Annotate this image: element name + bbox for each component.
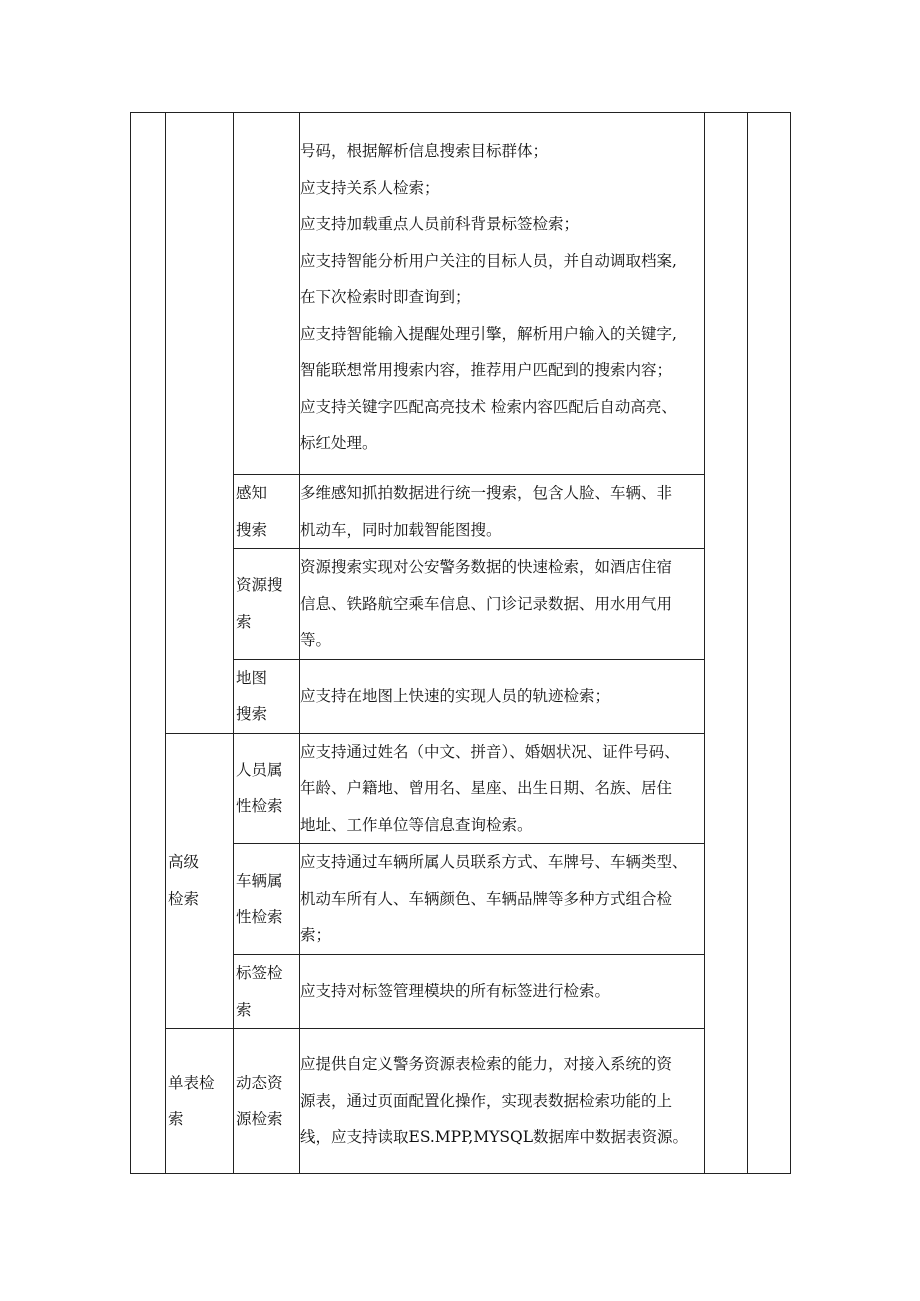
requirement-cell: [300, 955, 705, 1029]
table-row: [131, 733, 791, 844]
table-row: [131, 1029, 791, 1174]
category-cell-continued: [166, 113, 234, 734]
item-name-line: 索: [236, 612, 252, 631]
requirement-line: 资源搜索实现对公安警务数据的快速检索，如酒店住宿: [300, 558, 673, 576]
item-name-line: 搜索: [236, 705, 268, 723]
item-name-line: 性检索: [236, 797, 283, 816]
requirement-line: 应支持关键字匹配高亮技术 检索内容匹配后自动高亮、: [300, 397, 677, 416]
item-name-cell: [234, 733, 300, 844]
item-name-line: 性检索: [236, 908, 283, 926]
item-name-cell: [234, 955, 300, 1029]
item-name-line: 资源搜: [236, 576, 283, 595]
requirement-line: 应支持智能分析用户关注的目标人员，并自动调取档案,: [300, 251, 677, 270]
requirement-line: 应支持加载重点人员前科背景标签检索；: [300, 215, 580, 234]
category-cell: [166, 1029, 234, 1174]
requirement-line: 标红处理。: [300, 434, 378, 453]
requirement-cell: [300, 844, 705, 955]
category-line: 高级: [168, 853, 200, 872]
requirement-cell: [300, 113, 705, 475]
requirement-cell: [300, 475, 705, 549]
requirement-line: 应支持在地图上快速的实现人员的轨迹检索；: [300, 686, 611, 705]
requirement-line: 机动车所有人、车辆颜色、车辆品牌等多种方式组合检: [300, 889, 673, 908]
requirement-line: 应支持智能输入提醒处理引擎，解析用户输入的关键字,: [300, 324, 677, 343]
table-row: [131, 113, 791, 475]
item-name-line: 动态资: [236, 1073, 283, 1092]
category-line: 单表检: [168, 1073, 215, 1092]
category-line: 索: [168, 1110, 184, 1128]
spec-table: [130, 112, 791, 1174]
item-name-line: 索: [236, 1000, 252, 1019]
item-name-cell: [234, 549, 300, 660]
requirement-line: 索；: [300, 926, 332, 945]
requirement-cell: [300, 659, 705, 733]
requirement-line: 多维感知抓拍数据进行统一搜索，包含人脸、车辆、非: [300, 484, 673, 502]
requirement-cell: [300, 1029, 705, 1174]
requirement-line: 智能联想常用搜索内容，推荐用户匹配到的搜索内容；: [300, 361, 673, 380]
item-name-line: 人员属: [236, 760, 283, 779]
requirement-line: 机动车，同时加载智能图搜。: [300, 520, 502, 539]
item-name-cell: [234, 475, 300, 549]
item-name-line: 地图: [236, 668, 268, 687]
requirement-line: 号码，根据解析信息搜索目标群体；: [300, 142, 549, 161]
requirement-cell: [300, 549, 705, 660]
category-line: 检索: [168, 889, 200, 908]
requirement-line: 应支持通过车辆所属人员联系方式、车牌号、车辆类型、: [300, 853, 688, 872]
item-name-cell: [234, 113, 300, 475]
blank-cell: [705, 113, 748, 1174]
requirement-cell: [300, 733, 705, 844]
requirement-line: 应支持通过姓名（中文、拼音）、婚姻状况、证件号码、: [300, 742, 680, 761]
requirement-line: 应支持关系人检索；: [300, 178, 440, 197]
index-cell: [131, 113, 166, 1174]
requirement-line: 应支持对标签管理模块的所有标签进行检索。: [300, 982, 611, 1001]
requirement-line: 等。: [300, 631, 332, 649]
requirement-line: 应提供自定义警务资源表检索的能力，对接入系统的资: [300, 1055, 673, 1074]
category-cell: [166, 733, 234, 1029]
item-name-cell: [234, 659, 300, 733]
item-name-line: 标签检: [236, 964, 283, 982]
item-name-line: 源检索: [236, 1110, 283, 1128]
requirement-line: 源表，通过页面配置化操作，实现表数据检索功能的上: [300, 1091, 673, 1110]
item-name-line: 搜索: [236, 520, 268, 539]
item-name-line: 车辆属: [236, 871, 283, 890]
requirement-line: 线，应支持读取ES.MPP,MYSQL数据库中数据表资源。: [300, 1128, 689, 1147]
item-name-cell: [234, 1029, 300, 1174]
item-name-line: 感知: [236, 484, 268, 502]
item-name-cell: [234, 844, 300, 955]
requirement-line: 地址、工作单位等信息查询检索。: [300, 815, 533, 834]
requirement-line: 在下次检索时即查询到；: [300, 288, 471, 307]
requirement-line: 年龄、户籍地、曾用名、星座、出生日期、名族、居住: [300, 779, 673, 797]
requirement-line: 信息、铁路航空乘车信息、门诊记录数据、用水用气用: [300, 594, 673, 613]
blank-cell: [748, 113, 791, 1174]
